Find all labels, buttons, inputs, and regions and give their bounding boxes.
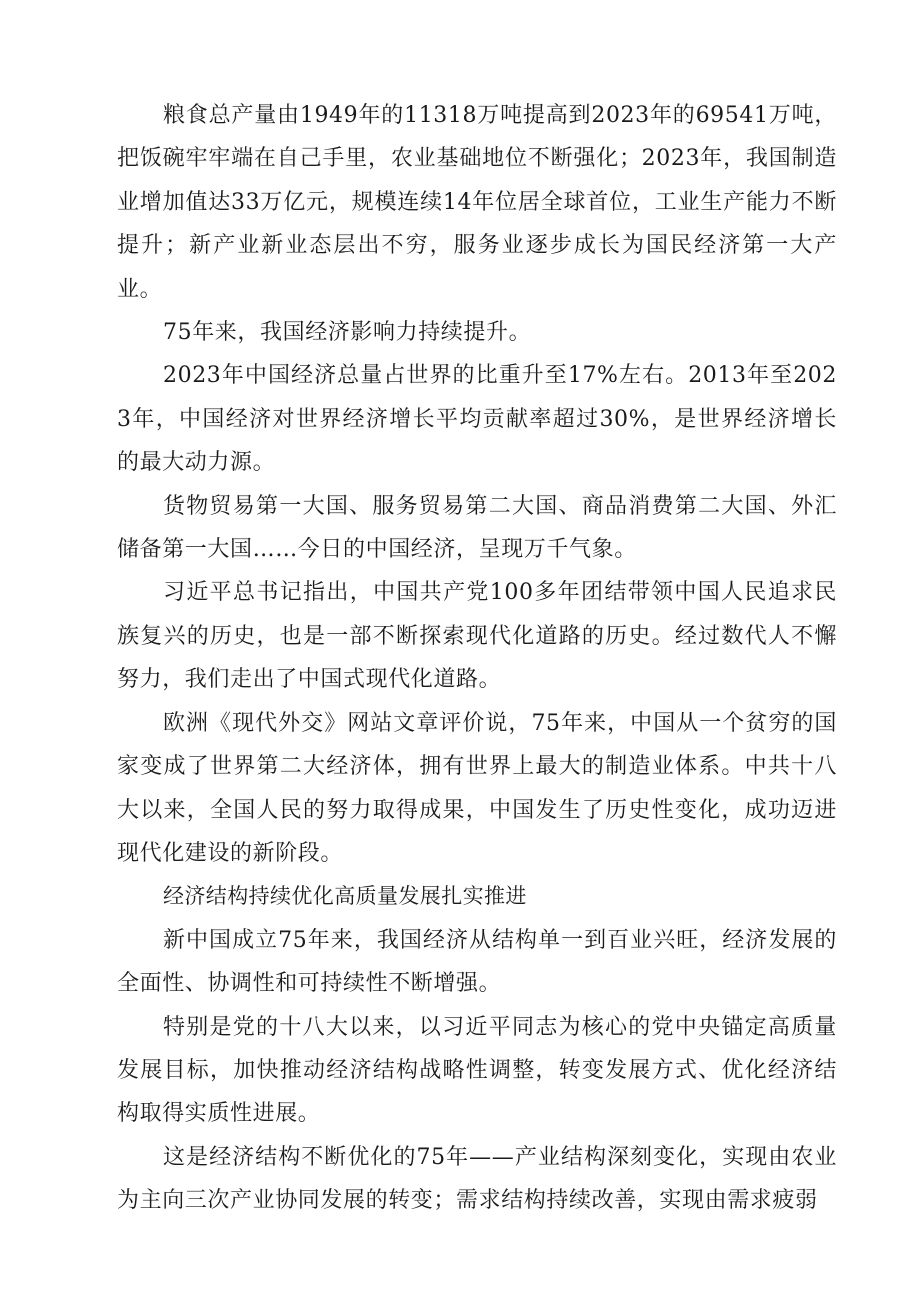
paragraph-modern-diplomacy: 欧洲《现代外交》网站文章评价说，75年来，中国从一个贫穷的国家变成了世界第二大经济体，拥有世界上最大的制造业体系。中共十八大以来，全国人民的努力取得成果，中国发生了历史性变化，成功迈进现代化建设的新阶段。 [117, 710, 837, 866]
paragraph-high-quality: 特别是党的十八大以来，以习近平同志为核心的党中央锚定高质量发展目标，加快推动经济结构战略性调整，转变发展方式、优化经济结构取得实质性进展。 [117, 1014, 837, 1127]
paragraph-trade: 货物贸易第一大国、服务贸易第二大国、商品消费第二大国、外汇储备第一大国……今日的中国经济，呈现万千气象。 [117, 493, 837, 563]
paragraph-grain-industry: 粮食总产量由1949年的11318万吨提高到2023年的69541万吨，把饭碗牢牢端在自己手里，农业基础地位不断强化；2023年，我国制造业增加值达33万亿元，规模连续14年位居全球首位，工业生产能力不断提升；新产业新业态层出不穷，服务业逐步成长为国民经济第一大产业。 [117, 103, 837, 302]
document-body [117, 94, 837, 1223]
paragraph-modernization-path: 习近平总书记指出，中国共产党100多年团结带领中国人民追求民族复兴的历史，也是一部不断探索现代化道路的历史。经过数代人不懈努力，我们走出了中国式现代化道路。 [117, 580, 837, 693]
paragraph-influence: 75年来，我国经济影响力持续提升。 [163, 320, 532, 346]
section-heading: 经济结构持续优化高质量发展扎实推进 [163, 884, 527, 909]
paragraph-world-share: 2023年中国经济总量占世界的比重升至17%左右。2013年至2023年，中国经济对世界经济增长平均贡献率超过30%，是世界经济增长的最大动力源。 [117, 363, 837, 476]
paragraph-structure: 新中国成立75年来，我国经济从结构单一到百业兴旺，经济发展的全面性、协调性和可持续性不断增强。 [117, 927, 837, 997]
paragraph-optimization: 这是经济结构不断优化的75年——产业结构深刻变化，实现由农业为主向三次产业协同发展的转变；需求结构持续改善，实现由需求疲弱 [117, 1144, 837, 1214]
